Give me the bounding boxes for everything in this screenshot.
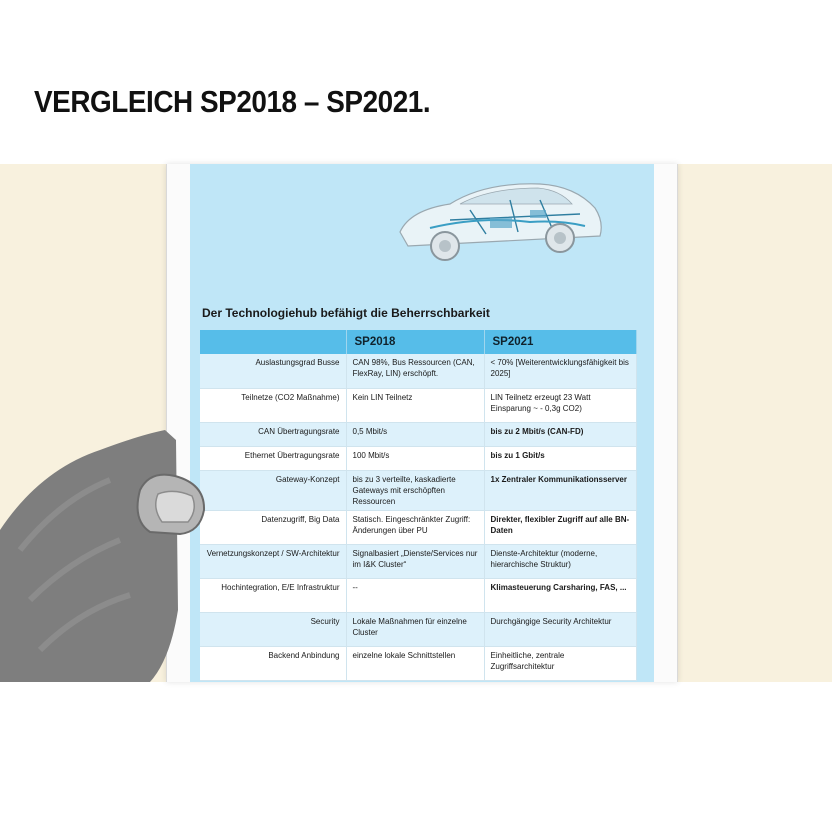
- car-xray-illustration: [390, 170, 610, 270]
- header-empty: [200, 330, 346, 354]
- table-row: [200, 422, 636, 446]
- sp2021-cell: Dienste-Architektur (moderne, hierarchische Struktur): [484, 544, 636, 578]
- headline: VERGLEICH SP2018 – SP2021.: [34, 84, 431, 119]
- sp2018-cell: Statisch. Eingeschränkter Zugriff: Änderungen über PU: [346, 510, 484, 544]
- sp2021-cell: 1x Zentraler Kommunikationsserver: [484, 470, 636, 510]
- table-subtitle: Der Technologiehub befähigt die Beherrschbarkeit: [202, 306, 490, 320]
- table-row: [200, 544, 636, 578]
- row-label: Ethernet Übertragungsrate: [200, 446, 346, 470]
- sp2021-cell: Direkter, flexibler Zugriff auf alle BN-Daten: [484, 510, 636, 544]
- sp2018-cell: CAN 98%, Bus Ressourcen (CAN, FlexRay, LIN) erschöpft.: [346, 354, 484, 388]
- row-label: Backend Anbindung: [200, 646, 346, 680]
- table-row: [200, 388, 636, 422]
- sp2021-cell: Klimasteuerung Carsharing, FAS, ...: [484, 578, 636, 612]
- sp2018-cell: einzelne lokale Schnittstellen: [346, 646, 484, 680]
- sp2021-cell: < 70% [Weiterentwicklungsfähigkeit bis 2025]: [484, 354, 636, 388]
- hand-illustration: [0, 410, 240, 682]
- sp2021-cell: bis zu 1 Gbit/s: [484, 446, 636, 470]
- table-row: [200, 354, 636, 388]
- table-row: [200, 446, 636, 470]
- table-row: [200, 646, 636, 680]
- row-label: Teilnetze (CO2 Maßnahme): [200, 388, 346, 422]
- sp2018-cell: --: [346, 578, 484, 612]
- row-label: Gateway-Konzept: [200, 470, 346, 510]
- sp2021-cell: Einheitliche, zentrale Zugriffsarchitektur: [484, 646, 636, 680]
- row-label: CAN Übertragungsrate: [200, 422, 346, 446]
- sp2021-cell: Durchgängige Security Architektur: [484, 612, 636, 646]
- table-row: [200, 612, 636, 646]
- row-label: Hochintegration, E/E Infrastruktur: [200, 578, 346, 612]
- table-header-row: [200, 330, 636, 354]
- row-label: Security: [200, 612, 346, 646]
- sp2018-cell: Kein LIN Teilnetz: [346, 388, 484, 422]
- header-sp2021: SP2021: [484, 330, 636, 354]
- row-label: Vernetzungskonzept / SW-Architektur: [200, 544, 346, 578]
- sp2021-cell: bis zu 2 Mbit/s (CAN-FD): [484, 422, 636, 446]
- sp2018-cell: Lokale Maßnahmen für einzelne Cluster: [346, 612, 484, 646]
- sp2018-cell: 0,5 Mbit/s: [346, 422, 484, 446]
- row-label: Auslastungsgrad Busse: [200, 354, 346, 388]
- table-row: [200, 578, 636, 612]
- sp2018-cell: Signalbasiert „Dienste/Services nur im I&K Cluster“: [346, 544, 484, 578]
- sp2018-cell: 100 Mbit/s: [346, 446, 484, 470]
- table-row: [200, 510, 636, 544]
- sp2018-cell: bis zu 3 verteilte, kaskadierte Gateways mit erschöpften Ressourcen: [346, 470, 484, 510]
- row-label: Datenzugriff, Big Data: [200, 510, 346, 544]
- table-row: [200, 470, 636, 510]
- header-sp2018: SP2018: [346, 330, 484, 354]
- sp2021-cell: LIN Teilnetz erzeugt 23 Watt Einsparung ~ - 0,3g CO2): [484, 388, 636, 422]
- comparison-table: [200, 330, 637, 681]
- tablet-screen: [190, 164, 654, 682]
